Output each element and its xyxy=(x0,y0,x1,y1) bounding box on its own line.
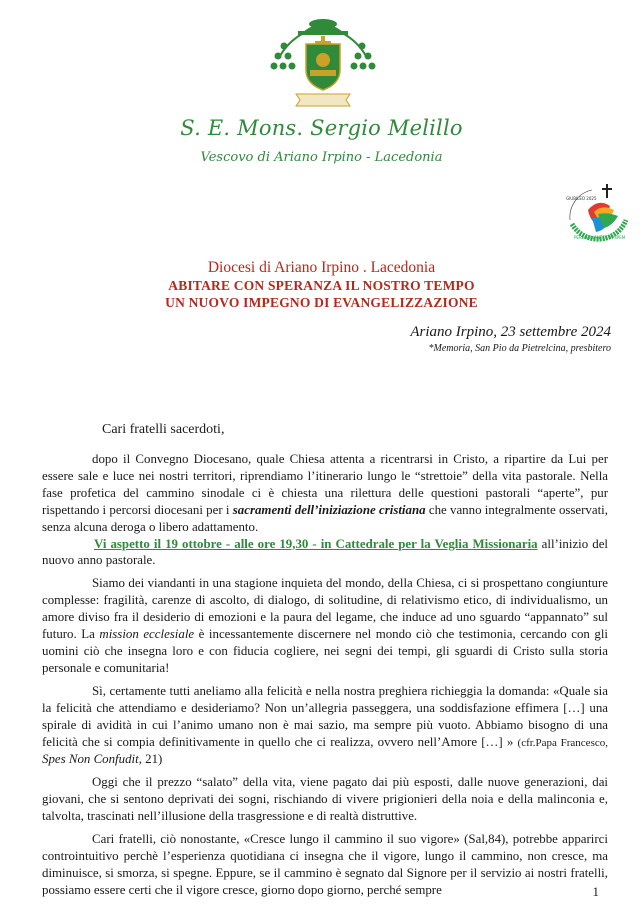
paragraph-3: Siamo dei viandanti in una stagione inquieta del mondo, della Chiesa, ci si prospettano congiunture complesse: fragilità, carenze di ascolto, di dialogo, di solitudine, di relativismo etico, di individualismo, un amore diviso fra il desiderio di emozioni e la paura del legame, che induce ad uno sguardo “appannato” sul futuro. La mission ecclesiale è incessantemente discernere nel mondo ciò che testimonia, cercando con gli uomini ciò che insegna loro e con fiducia cogliere, nei segni dei tempi, gli sguardi di Cristo sulla storia personale e comunitaria! xyxy=(42,576,608,675)
episcopal-crest-icon xyxy=(258,12,388,112)
letter-title-line1: ABITARE CON SPERANZA IL NOSTRO TEMPO xyxy=(168,278,475,293)
jubilee-small-text: GIUBILEO 2025 xyxy=(566,196,597,201)
page-number: 1 xyxy=(592,884,599,899)
memoria-note: *Memoria, San Pio da Pietrelcina, presbitero xyxy=(428,343,611,354)
diocese-name: Diocesi di Ariano Irpino . Lacedonia xyxy=(207,259,436,276)
letter-title-line2: UN NUOVO IMPEGNO DI EVANGELIZZAZIONE xyxy=(165,295,478,310)
paragraph-5: Oggi che il prezzo “salato” della vita, viene pagato dai più esposti, dalle nuove generazioni, dai giovani, che si sentono deprivati dei sogni, rischiando di vivere prigionieri della noia e della malinconia e, talvolta, trascinati nell’illusione della trasgressione e di realtà distruttive. xyxy=(42,775,608,824)
salutation: Cari fratelli sacerdoti, xyxy=(102,422,225,437)
letter-body xyxy=(42,451,608,899)
place-date: Ariano Irpino, 23 settembre 2024 xyxy=(410,324,611,340)
paragraph-2: Vi aspetto il 19 ottobre - alle ore 19,30 - in Cattedrale per la Veglia Missionaria all’inizio del nuovo anno pastorale. xyxy=(42,536,608,568)
jubilee-logo-icon xyxy=(562,180,634,242)
letter-header xyxy=(0,258,643,311)
paragraph-6: Cari fratelli, ciò nonostante, «Cresce lungo il cammino il suo vigore» (Sal,84), potrebbe apparirci controintuitivo perchè l’esperienza quotidiana ci insegna che il vigore, lungo il cammino, non cresce, ma diminuisce, si smorza, si spegne. Eppure, se il cammino è segnato dal Signore per il servizio ai nostri fratelli, possiamo essere certi che il vigore cresce, giorno dopo giorno, perché sempre xyxy=(42,832,608,897)
vigil-announcement: Vi aspetto il 19 ottobre - alle ore 19,30 - in Cattedrale per la Veglia Missionaria xyxy=(94,536,538,551)
bishop-title: Vescovo di Ariano Irpino - Lacedonia xyxy=(200,150,443,165)
paragraph-4: Sì, certamente tutti aneliamo alla felicità e nella nostra preghiera richieggia la domanda: «Quale sia la felicità che attendiamo e desideriamo? Non un’allegria passeggera, una soddisfazione effimera […] una spirale di avidità in cui l’animo umano non è mai sazio, ma sempre più vuoto. Abbiamo bisogno di una felicità che si compia definitivamente in quello che ci realizza, ovvero nell’Amore […] » (cfr.Papa Francesco, Spes Non Confudit, 21) xyxy=(42,683,608,767)
paragraph-1: dopo il Convegno Diocesano, quale Chiesa attenta a ricentrarsi in Cristo, a ripartire da Lui per essere sale e luce nei nostri territori, riprendiamo l’itinerario lungo le “strettoie” della vita pastorale. Nella fase profetica del cammino sinodale ci è chiesta una rilettura delle questioni pastorali “aperte”, pur rispettando i percorsi diocesani per i sacramenti dell’iniziazione cristiana che vanno integralmente osservati, senza alcuna deroga o libero adattamento. xyxy=(42,452,608,534)
mission-emphasis: mission ecclesiale xyxy=(99,627,195,642)
bishop-signature: S. E. Mons. Sergio Melillo xyxy=(180,116,463,140)
sacraments-emphasis: sacramenti dell’iniziazione cristiana xyxy=(232,502,426,517)
jubilee-logo-text: PEREGRINANTES IN SPEM xyxy=(574,235,626,240)
